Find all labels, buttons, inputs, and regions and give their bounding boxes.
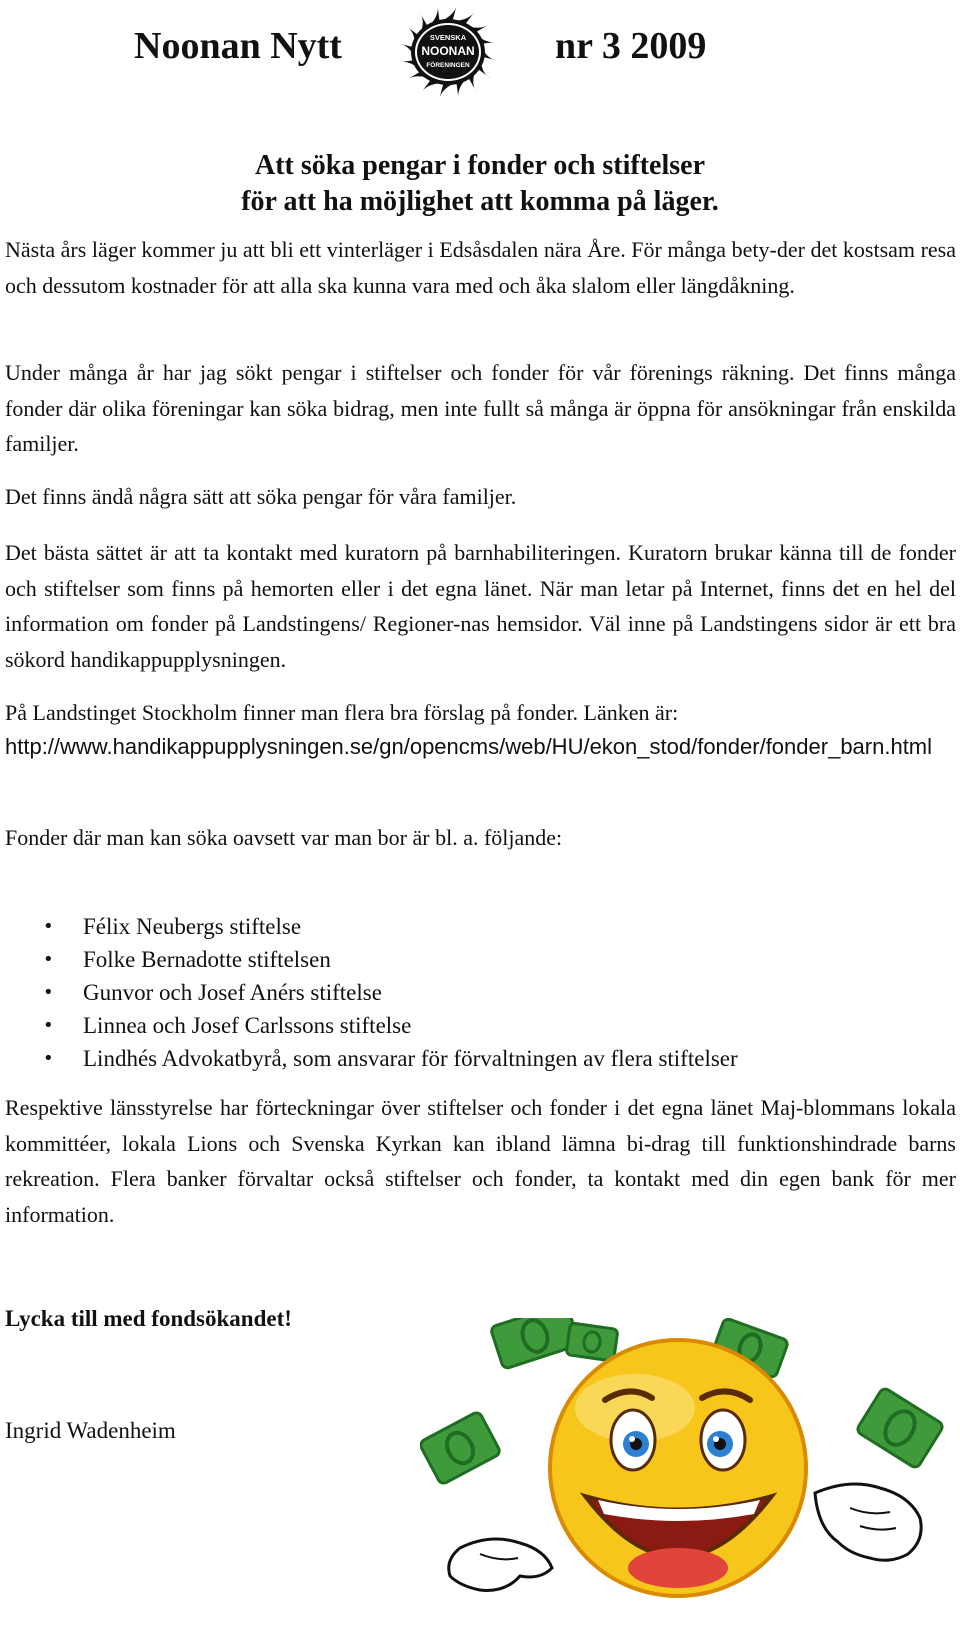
sun-ray: [439, 84, 453, 100]
paragraph-5: På Landstinget Stockholm finner man flera bra förslag på fonder. Länken är:: [5, 700, 679, 725]
headline-line-2: för att ha möjlighet att komma på läger.: [241, 186, 719, 217]
paragraph-3: Det finns ändå några sätt att söka pengar för våra familjer.: [5, 484, 517, 509]
bullet-icon: •: [43, 916, 54, 937]
bullet-icon: •: [43, 1048, 54, 1069]
svg-text:NOONAN: NOONAN: [421, 44, 475, 58]
paragraph-2: Under många år har jag sökt pengar i stiftelser och fonder för vår förenings räkning. Det finns många fonder där olika föreningar kan söka bidrag, men inte fullt så många är öppna för ansökningar från enskilda familjer.: [5, 360, 956, 456]
money-bill-icon: [856, 1387, 945, 1469]
list-item: • Lindhés Advokatbyrå, som ansvarar för förvaltningen av flera stiftelser: [0, 1042, 960, 1075]
headline-line-1: Att söka pengar i fonder och stiftelser: [254, 150, 706, 181]
author-name: Ingrid Wadenheim: [5, 1418, 176, 1443]
fund-list: [0, 910, 960, 1075]
money-bill-icon: [420, 1411, 501, 1485]
list-item: • Gunvor och Josef Anérs stiftelse: [0, 976, 960, 1009]
smiley-money-icon: [420, 1318, 960, 1625]
bullet-icon: •: [43, 949, 54, 970]
right-hand-icon: [815, 1484, 921, 1560]
svg-text:SVENSKA: SVENSKA: [429, 33, 467, 42]
list-item: • Linnea och Josef Carlssons stiftelse: [0, 1009, 960, 1042]
paragraph-6: Fonder där man kan söka oavsett var man bor är bl. a. följande:: [5, 825, 563, 850]
bullet-icon: •: [43, 1015, 54, 1036]
bullet-icon: •: [43, 982, 54, 1003]
newsletter-title: Noonan Nytt: [134, 25, 342, 67]
sun-logo-icon: [394, 0, 502, 104]
left-hand-icon: [449, 1539, 552, 1590]
paragraph-1: Nästa års läger kommer ju att bli ett vinterläger i Edsåsdalen nära Åre. För många bety-der det kostsam resa och dessutom kostnader för att alla ska kunna vara med och åka slalom eller längdåkning.: [5, 237, 956, 298]
list-item: • Folke Bernadotte stiftelsen: [0, 943, 960, 976]
list-item: • Félix Neubergs stiftelse: [0, 910, 960, 943]
paragraph-4: Det bästa sättet är att ta kontakt med kuratorn på barnhabiliteringen. Kuratorn brukar känna till de fonder och stiftelser som finns på hemorten eller i det egna länet. När man letar på Internet, finns det en hel del information om fonder på Landstingens/ Regioner-nas hemsidor. Väl inne på Landstingens sidor är ett bra sökord handikappupplysningen.: [5, 540, 956, 672]
money-bill-icon: [566, 1323, 618, 1361]
fund-link[interactable]: http://www.handikappupplysningen.se/gn/opencms/web/HU/ekon_stod/fonder/fonder_barn.html: [5, 734, 933, 759]
svg-text:FÖRENINGEN: FÖRENINGEN: [426, 62, 470, 69]
issue-number: nr 3 2009: [555, 25, 707, 67]
sun-ray: [443, 4, 457, 20]
closing-line: Lycka till med fondsökandet!: [5, 1306, 292, 1331]
article-headline: [0, 148, 960, 220]
paragraph-7: Respektive länsstyrelse har förteckningar över stiftelser och fonder i det egna länet Maj-blommans lokala kommittéer, lokala Lions och Svenska Kyrkan kan ibland lämna bi-drag till funktionshindrade barns rekreation. Flera banker förvaltar också stiftelser och fonder, ta kontakt med din egen bank för mer information.: [5, 1095, 956, 1227]
